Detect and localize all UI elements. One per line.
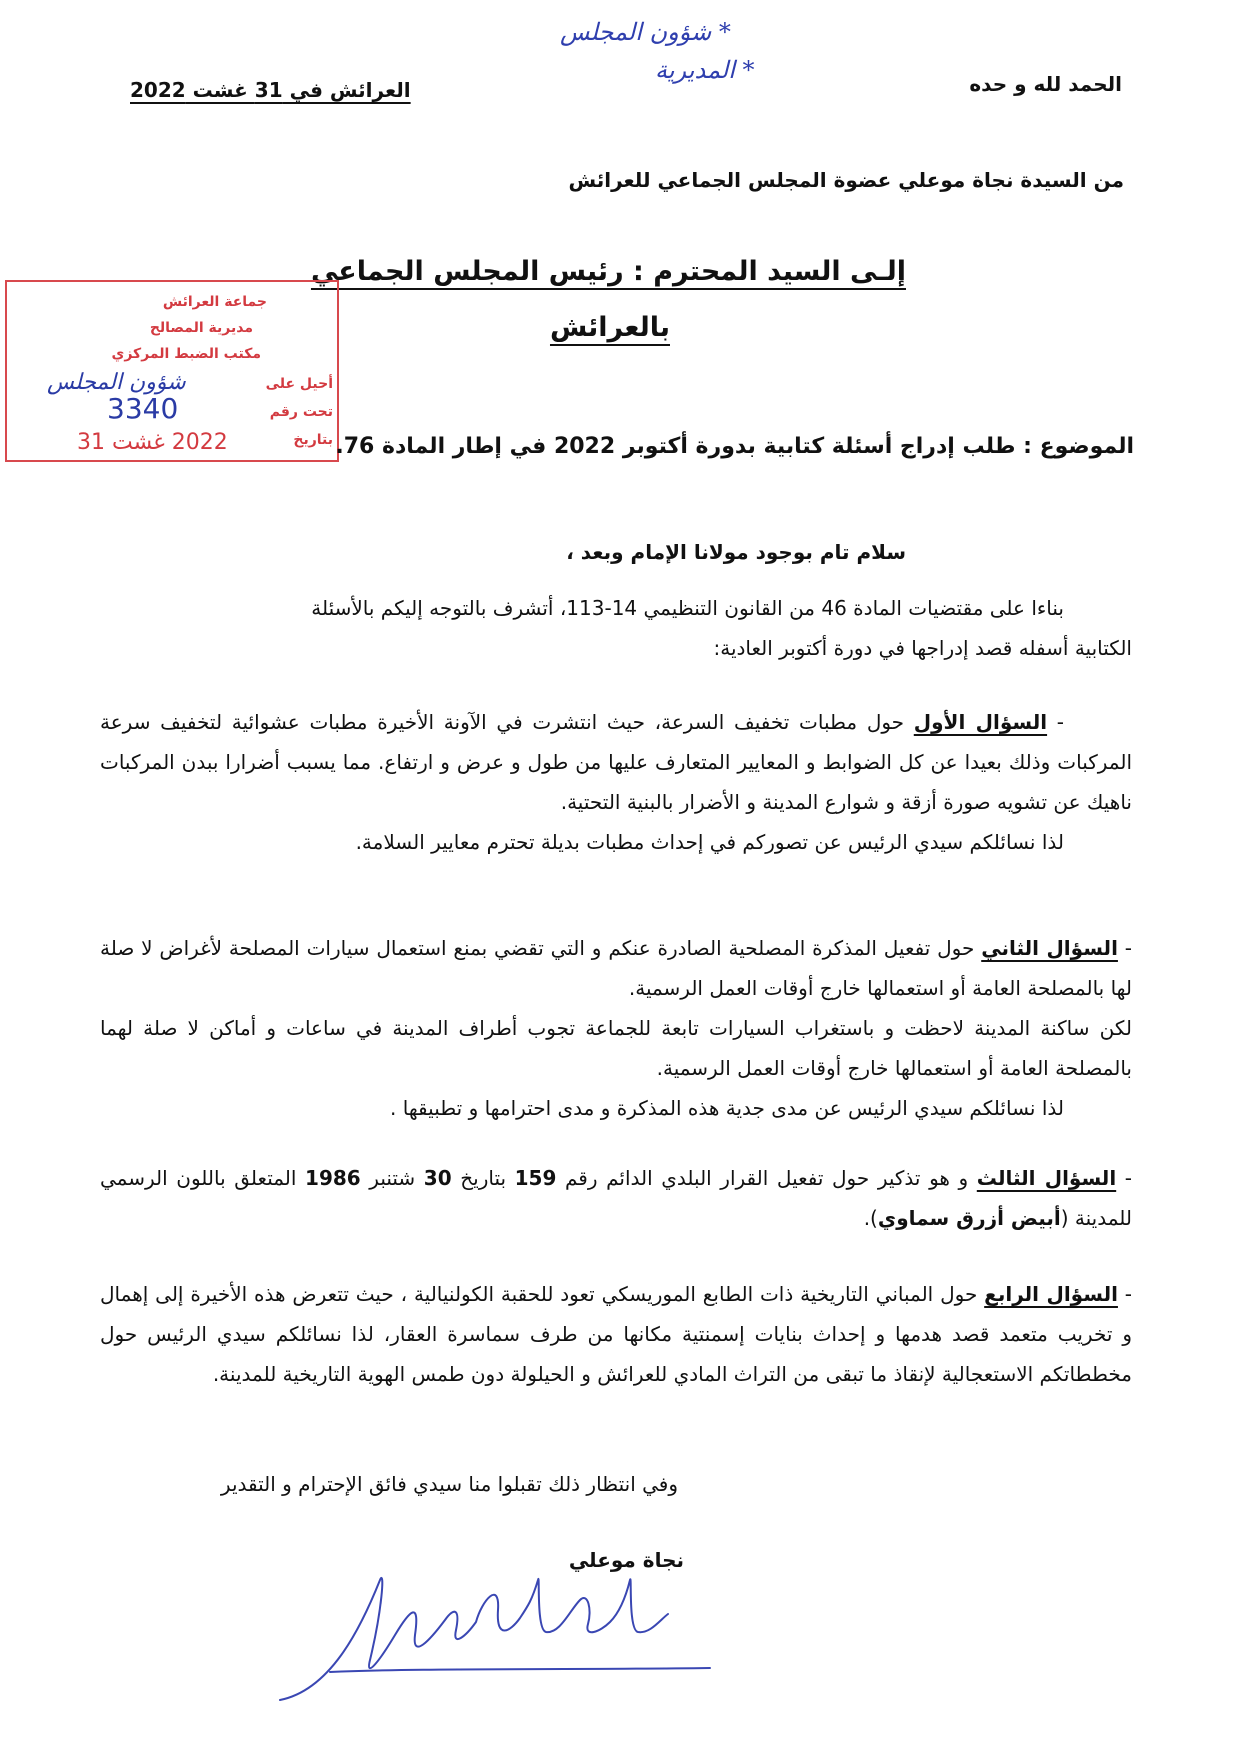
q1-dash: -: [1047, 710, 1064, 734]
handwritten-note-2: * المديرية: [655, 56, 755, 84]
intro-paragraph: [100, 588, 1132, 668]
closing-line: وفي انتظار ذلك تقبلوا منا سيدي فائق الإحترام و التقدير: [220, 1472, 678, 1496]
q2-text: حول تفعيل المذكرة المصلحية الصادرة عنكم و التي تقضي بمنع استعمال سيارات المصلحة لأغراض لا صلة لها بالمصلحة العامة أو استعمالها خارج أوقات العمل الرسمية.: [100, 936, 1132, 1000]
q3-day: 30: [423, 1166, 452, 1190]
recipient-line-1: إلـى السيد المحترم : رئيس المجلس الجماعي: [310, 256, 906, 287]
q1-label: السؤال الأول: [913, 710, 1048, 734]
stamp-date: 2022 غشت 31: [77, 430, 228, 455]
signer-name: نجاة موعلي: [568, 1548, 684, 1572]
registry-stamp: [5, 280, 339, 462]
q3-text-d: المتعلق باللون الرسمي للمدينة (: [100, 1166, 1132, 1230]
stamp-line-3: مكتب الضبط المركزي: [111, 346, 261, 362]
q4-text: حول المباني التاريخية ذات الطابع الموريسكي تعود للحقبة الكولنيالية ، حيث تتعرض هذه الأخيرة إلى إهمال و تخريب متعمد قصد هدمها و إحداث بنايات إسمنتية مكانها من طرف سماسرة العقار، لذا نسائلكم سيدي الرئيس حول مخططاتكم الاستعجالية لإنقاذ ما تبقى من التراث المادي للعرائش و الحيلولة دون طمس الهوية التاريخية للمدينة.: [100, 1282, 1132, 1386]
greeting: سلام تام بوجود مولانا الإمام وبعد ،: [566, 540, 906, 564]
q3-text-c: شتنبر: [360, 1166, 424, 1190]
handwritten-note-1: * شؤون المجلس: [560, 18, 731, 46]
question-2: [100, 928, 1132, 1128]
sender-line: من السيدة نجاة موعلي عضوة المجلس الجماعي للعرائش: [568, 168, 1124, 192]
q1-ask: لذا نسائلكم سيدي الرئيس عن تصوركم في إحداث مطبات بديلة تحترم معايير السلامة.: [355, 830, 1064, 854]
stamp-line-2: مديرية المصالح: [149, 320, 253, 336]
q3-text-a: و هو تذكير حول تفعيل القرار البلدي الدائم رقم: [556, 1166, 977, 1190]
question-4: [100, 1274, 1132, 1394]
header-date: العرائش في 31 غشت 2022: [130, 78, 411, 102]
q3-dash: -: [1116, 1166, 1132, 1190]
q4-dash: -: [1117, 1282, 1133, 1306]
stamp-date-label: بتاريخ: [293, 432, 333, 448]
header-invocation: الحمد لله و حده: [969, 72, 1122, 96]
q3-decision-number: 159: [514, 1166, 557, 1190]
question-1: [100, 702, 1132, 862]
stamp-referred-label: أحيل على: [265, 376, 333, 392]
stamp-handwritten-referral: شؤون المجلس: [47, 370, 186, 395]
recipient-line-2: بالعرائش: [549, 312, 670, 343]
question-3: [100, 1158, 1132, 1238]
q2-text-2: لكن ساكنة المدينة لاحظت و باستغراب السيارات تابعة للجماعة تجوب أطراف المدينة في ساعات و أماكن لا صلة لهما بالمصلحة العامة أو استعمالها خارج أوقات العمل الرسمية.: [100, 1016, 1132, 1080]
q4-label: السؤال الرابع: [984, 1282, 1118, 1306]
q1-text: حول مطبات تخفيف السرعة، حيث انتشرت في الآونة الأخيرة مطبات عشوائية لتخفيف سرعة المركبات وذلك بعيدا عن كل الضوابط و المعايير المتعارف عليها من طول و عرض و ارتفاع. مما يسبب أضرارا ببدن المركبات ناهيك عن تشويه صورة أزقة و شوارع المدينة و الأضرار بالبنية التحتية.: [100, 710, 1132, 814]
q2-dash: -: [1117, 936, 1133, 960]
stamp-number: 3340: [107, 392, 179, 425]
stamp-number-label: تحت رقم: [269, 404, 333, 420]
q2-ask: لذا نسائلكم سيدي الرئيس عن مدى جدية هذه المذكرة و مدى احترامها و تطبيقها .: [390, 1096, 1064, 1120]
q3-colors: أبيض أزرق سماوي: [877, 1206, 1061, 1230]
intro-line-1: بناءا على مقتضيات المادة 46 من القانون التنظيمي 14-113، أتشرف بالتوجه إليكم بالأسئلة: [311, 596, 1064, 620]
q2-label: السؤال الثاني: [981, 936, 1118, 960]
q3-text-b: بتاريخ: [451, 1166, 515, 1190]
q3-year: 1986: [305, 1166, 361, 1190]
stamp-line-1: جماعة العرائش: [162, 294, 267, 310]
q3-label: السؤال الثالث: [976, 1166, 1117, 1190]
handwritten-signature: [270, 1540, 730, 1710]
q3-text-e: ).: [863, 1206, 878, 1230]
intro-line-2: الكتابية أسفله قصد إدراجها في دورة أكتوبر العادية:: [713, 636, 1132, 660]
subject-line: الموضوع : طلب إدراج أسئلة كتابية بدورة أكتوبر 2022 في إطار المادة 76.: [335, 434, 1134, 459]
